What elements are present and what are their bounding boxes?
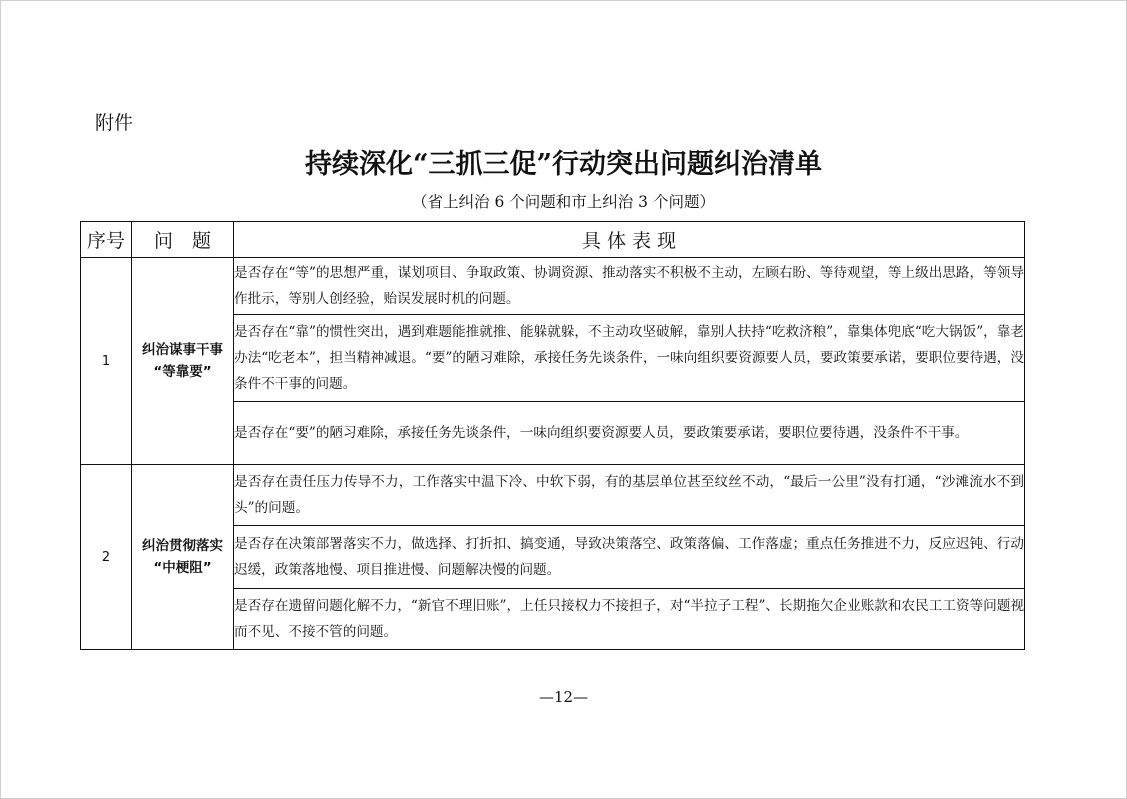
detail-cell: 是否存在遗留问题化解不力，“新官不理旧账”，上任只接权力不接担子，对“半拉子工程”、长期拖欠企业账款和农民工工资等问题视而不见、不接不管的问题。 xyxy=(234,589,1025,650)
issue-title: 纠治谋事干事 xyxy=(142,342,223,358)
issues-table xyxy=(80,221,1025,650)
detail-cell: 是否存在“等”的思想严重，谋划项目、争取政策、协调资源、推动落实不积极不主动，左顾右盼、等待观望，等上级出思路，等领导作批示，等别人创经验，贻误发展时机的问题。 xyxy=(234,258,1025,315)
table-header-row xyxy=(81,222,1025,258)
row-number: 2 xyxy=(81,465,132,650)
table-row xyxy=(81,258,1025,315)
header-no: 序号 xyxy=(81,222,132,258)
page-number: —12— xyxy=(538,688,589,706)
detail-cell: 是否存在“靠”的惯性突出，遇到难题能推就推、能躲就躲，不主动攻坚破解，靠别人扶持“吃救济粮”，靠集体兜底“吃大锅饭”，靠老办法“吃老本”，担当精神减退。“要”的陋习难除，承接任务先谈条件，一味向组织要资源要人员，要政策要承诺，要职位要待遇，没条件不干事的问题。 xyxy=(234,315,1025,402)
detail-cell: 是否存在责任压力传导不力，工作落实中温下冷、中软下弱，有的基层单位甚至纹丝不动，“最后一公里”没有打通，“沙滩流水不到头”的问题。 xyxy=(234,465,1025,526)
detail-cell: 是否存在决策部署落实不力，做选择、打折扣、搞变通，导致决策落空、政策落偏、工作落虚；重点任务推进不力，反应迟钝、行动迟缓，政策落地慢、项目推进慢、问题解决慢的问题。 xyxy=(234,526,1025,589)
detail-cell: 是否存在“要”的陋习难除，承接任务先谈条件，一味向组织要资源要人员，要政策要承诺，要职位要待遇，没条件不干事。 xyxy=(234,402,1025,465)
issue-subtitle: “等靠要” xyxy=(153,364,212,380)
header-issue: 问 题 xyxy=(132,222,234,258)
issue-cell xyxy=(132,258,234,465)
issue-subtitle: “中梗阻” xyxy=(153,560,212,576)
document-subtitle: （省上纠治 6 个问题和市上纠治 3 个问题） xyxy=(412,193,715,211)
attachment-label: 附件 xyxy=(95,112,134,134)
row-number: 1 xyxy=(81,258,132,465)
issue-title: 纠治贯彻落实 xyxy=(142,538,223,554)
header-detail: 具 体 表 现 xyxy=(234,222,1025,258)
document-title: 持续深化“三抓三促”行动突出问题纠治清单 xyxy=(304,149,823,180)
issue-cell xyxy=(132,465,234,650)
table-row xyxy=(81,465,1025,526)
